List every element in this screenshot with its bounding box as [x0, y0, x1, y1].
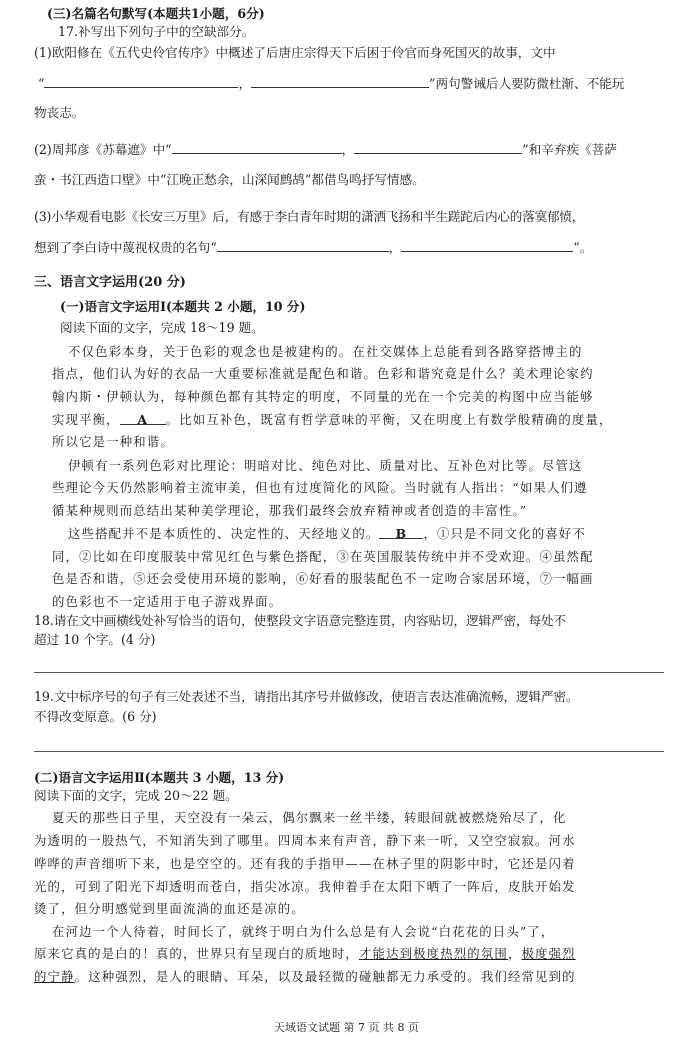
passage-fragment: ，①只是不同文化的喜好不 — [423, 526, 586, 541]
answer-blank[interactable] — [401, 239, 573, 252]
comma: ， — [341, 142, 355, 157]
passage-line: 所以它是一种和谐。 — [52, 434, 174, 449]
underlined-phrase: 的宁静 — [34, 969, 75, 984]
item-3-tail: ”。 — [573, 240, 593, 255]
question-18-line-1: 18.请在文中画横线处补写恰当的语句，使整段文字语意完整连贯，内容贴切，逻辑严密，每处不 — [34, 613, 566, 628]
answer-blank[interactable] — [44, 75, 238, 88]
answer-blank[interactable] — [217, 239, 389, 252]
section-header-famous-quotes: (三)名篇名句默写(本题共1小题，6分) — [47, 6, 265, 21]
passage-fragment: 。比如互补色，既富有哲学意味的平衡，又在明度上有数学般精确的度量， — [165, 412, 613, 427]
passage-fragment: ， — [507, 946, 522, 961]
passage-line — [34, 969, 576, 985]
open-quote: “ — [38, 76, 45, 91]
answer-line-18[interactable] — [34, 672, 664, 673]
passage-fragment: 实现平衡， — [52, 412, 120, 427]
passage-line: 翰内斯・伊顿认为，每种颜色都有其特定的明度，不同量的光在一个完美的构图中应当能够 — [52, 389, 594, 404]
passage-line: 些理论今天仍然影响着主流审美，但也有过度简化的风险。当时就有人指出：“如果人们遵 — [52, 480, 588, 495]
reading-instruction-2: 阅读下面的文字，完成 20～22 题。 — [34, 788, 238, 803]
comma: ， — [238, 76, 252, 91]
subsection-1-heading: (一)语言文字运用Ⅰ(本题共 2 小题，10 分) — [60, 299, 306, 314]
item-2-head: (2)周邦彦《苏幕遮》中“ — [34, 142, 172, 157]
question-18-line-2: 超过 10 个字。(4 分) — [34, 632, 156, 647]
passage-fragment: 原来它真的是白的！真的，世界只有呈现白的质地时， — [34, 946, 359, 961]
comma: ， — [388, 240, 402, 255]
passage-line: 不仅色彩本身，关于色彩的观念也是被建构的。在社交媒体上总能看到各路穿搭博主的 — [68, 344, 583, 359]
question-19-line-2: 不得改变原意。(6 分) — [34, 709, 157, 724]
item-2-line-2: 蛮・书江西造口壁》中“江晚正愁余，山深闻鹧鸪”都借鸟鸣抒写情感。 — [34, 172, 425, 187]
passage-line: 的色彩也不一定适用于电子游戏界面。 — [52, 594, 283, 609]
passage-line: 光的，可到了阳光下却透明而苍白，指尖冰凉。我伸着手在太阳下晒了一阵后，皮肤开始发 — [34, 879, 576, 894]
passage-line — [34, 946, 576, 962]
question-19-line-1: 19.文中标序号的句子有三处表述不当，请指出其序号并做修改，使语言表达准确流畅，逻辑严密。 — [34, 689, 579, 704]
passage-line: 为透明的一股热气，不知消失到了哪里。四周本来有声音，静下来一听，又空空寂寂。河水 — [34, 833, 576, 848]
passage-line — [68, 526, 586, 542]
item-1-line-2 — [38, 75, 624, 92]
part-3-heading: 三、语言文字运用(20 分) — [34, 275, 186, 290]
blank-b[interactable]: B — [379, 526, 423, 539]
passage-line: 循某种规则而总结出某种美学理论，那我们最终会放弃精神或者创造的丰富性。” — [52, 503, 528, 518]
item-3-line-2 — [34, 239, 592, 256]
passage-line — [52, 412, 613, 428]
passage-line: 指点，他们认为好的衣品一大重要标准就是配色和谐。色彩和谐究竟是什么？美术理论家约 — [52, 366, 594, 381]
answer-blank[interactable] — [251, 75, 429, 88]
item-2-line-1 — [34, 141, 617, 158]
passage-line: 色是否和谐，⑤还会受使用环境的影响，⑥好看的服装配色不一定吻合家居环境，⑦一幅画 — [52, 571, 594, 586]
underlined-phrase: 极度强烈 — [521, 946, 576, 961]
passage-line: 伊顿有一系列色彩对比理论：明暗对比、纯色对比、质量对比、互补色对比等。尽管这 — [68, 458, 583, 473]
item-1-tail: ”两句警诫后人要防微杜渐、不能玩 — [429, 76, 625, 91]
answer-blank[interactable] — [354, 141, 522, 154]
passage-line: 在河边一个人待着，时间长了，就终于明白为什么总是有人会说“白花花的日头”了， — [52, 924, 555, 939]
passage-line: 同，②比如在印度服装中常见红色与紫色搭配，③在英国服装传统中并不受欢迎。④虽然配 — [52, 549, 594, 564]
passage-line: 烫了，但分明感觉到里面流淌的血还是凉的。 — [34, 901, 305, 916]
item-1-line-3: 物丧志。 — [34, 105, 85, 120]
item-3-head: 想到了李白诗中蔑视权贵的名句“ — [34, 240, 217, 255]
passage-fragment: 这些搭配并不是本质性的、决定性的、天经地义的。 — [68, 526, 380, 541]
answer-line-19[interactable] — [34, 751, 664, 752]
page-footer: 天域语文试题 第 7 页 共 8 页 — [274, 1021, 419, 1034]
item-2-tail: ”和辛弃疾《菩萨 — [522, 142, 617, 157]
underlined-phrase: 才能达到极度热烈的氛围 — [358, 946, 508, 961]
passage-line: 哗哗的声音细听下来，也是空空的。还有我的手指甲——在林子里的阴影中时，它还是闪着 — [34, 856, 576, 871]
reading-instruction-1: 阅读下面的文字，完成 18～19 题。 — [60, 320, 264, 335]
subsection-2-heading: (二)语言文字运用Ⅱ(本题共 3 小题，13 分) — [34, 770, 285, 785]
question-17-prompt: 17.补写出下列句子中的空缺部分。 — [58, 24, 255, 39]
passage-fragment: 。这种强烈，是人的眼睛、耳朵，以及最轻微的碰触都无力承受的。我们经常见到的 — [74, 969, 576, 984]
item-1-line-1: (1)欧阳修在《五代史伶官传序》中概述了后唐庄宗得天下后困于伶官而身死国灭的故事，文中 — [34, 45, 556, 60]
blank-a[interactable]: A — [120, 412, 166, 425]
answer-blank[interactable] — [172, 141, 342, 154]
passage-line: 夏天的那些日子里，天空没有一朵云，偶尔飘来一丝半缕，转眼间就被燃烧殆尽了，化 — [52, 810, 567, 825]
item-3-line-1: (3)小华观看电影《长安三万里》后，有感于李白青年时期的潇洒飞扬和半生蹉跎后内心的落寞郁愤， — [34, 209, 585, 224]
